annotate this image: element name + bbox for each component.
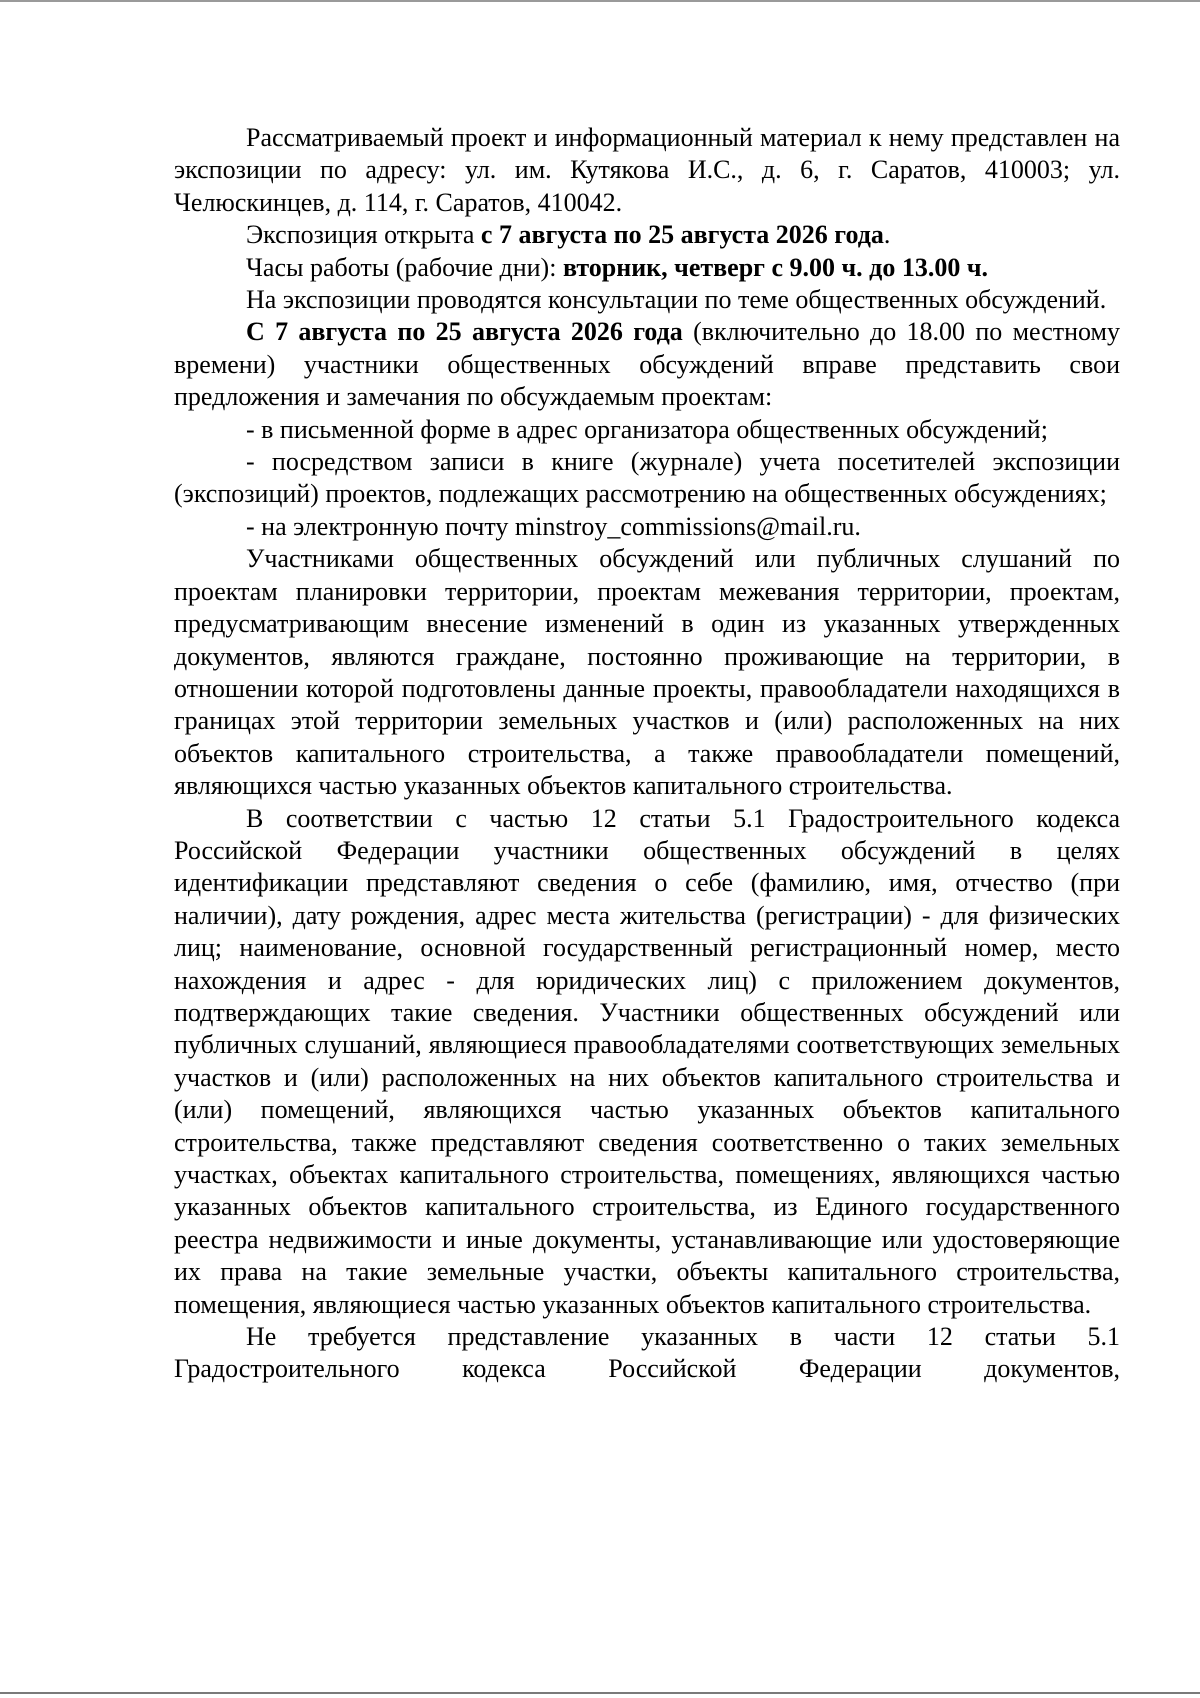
scan-edge-bottom <box>0 1692 1200 1694</box>
paragraph-identification: В соответствии с частью 12 статьи 5.1 Градостроительного кодекса Российской Федерации участники общественных обсуждений в целях идентификации представляют сведения о себе (фамилию, имя, отчество (при наличии), дату рождения, адрес места жительства (регистрации) - для физических лиц; наименование, основной государственный регистрационный номер, место нахождения и адрес - для юридических лиц) с приложением документов, подтверждающих такие сведения. Участники общественных обсуждений или публичных слушаний, являющиеся правообладателями соответствующих земельных участков и (или) расположенных на них объектов капитального строительства и (или) помещений, являющихся частью указанных объектов капитального строительства, также представляют сведения соответственно о таких земельных участках, объектах капитального строительства, помещениях, являющихся частью указанных объектов капитального строительства, из Единого государственного реестра недвижимости и иные документы, устанавливающие или удостоверяющие их права на такие земельные участки, объекты капитального строительства, помещения, являющиеся частью указанных объектов капитального строительства. <box>174 803 1120 1319</box>
working-hours-prefix: Часы работы (рабочие дни): <box>246 252 563 282</box>
list-item-visitor-book: - посредством записи в книге (журнале) учета посетителей экспозиции (экспозиций) проектов, подлежащих рассмотрению на общественных обсуждениях; <box>174 447 1120 509</box>
exposition-dates-value: с 7 августа по 25 августа 2026 года <box>480 220 884 250</box>
document-page <box>174 122 1120 1386</box>
scan-edge-top <box>0 0 1200 2</box>
paragraph-consultations: На экспозиции проводятся консультации по теме общественных обсуждений. <box>246 285 1107 315</box>
exposition-dates-suffix: . <box>883 220 891 250</box>
working-hours-value: вторник, четверг с 9.00 ч. до 13.00 ч. <box>562 252 989 282</box>
list-item-written-form: - в письменной форме в адрес организатора общественных обсуждений; <box>246 414 1048 444</box>
paragraph-exposition-dates <box>174 219 1120 251</box>
paragraph-submission-period <box>174 316 1120 413</box>
exposition-dates-prefix: Экспозиция открыта <box>246 220 481 250</box>
paragraph-working-hours <box>174 252 1120 284</box>
submission-period-text: (включительно до 18.00 по местному времени) участники общественных обсуждений вправе представить свои предложения и замечания по обсуждаемым проектам: <box>174 317 1120 412</box>
paragraph-participants: Участниками общественных обсуждений или публичных слушаний по проектам планировки территории, проектам межевания территории, проектам, предусматривающим внесение изменений в один из указанных утвержденных документов, являются граждане, постоянно проживающие на территории, в отношении которой подготовлены данные проекты, правообладатели находящихся в границах этой территории земельных участков и (или) расположенных на них объектов капитального строительства, а также правообладатели помещений, являющихся частью указанных объектов капитального строительства. <box>174 544 1120 801</box>
paragraph-exposition-address: Рассматриваемый проект и информационный материал к нему представлен на экспозиции по адресу: ул. им. Кутякова И.С., д. 6, г. Саратов, 410003; ул. Челюскинцев, д. 114, г. Саратов, 410042. <box>174 123 1120 217</box>
paragraph-not-required: Не требуется представление указанных в части 12 статьи 5.1 Градостроительного кодекса Российской Федерации документов, <box>174 1322 1120 1384</box>
list-item-email: - на электронную почту minstroy_commissions@mail.ru. <box>246 511 861 541</box>
submission-period-dates: С 7 августа по 25 августа 2026 года <box>246 317 683 347</box>
